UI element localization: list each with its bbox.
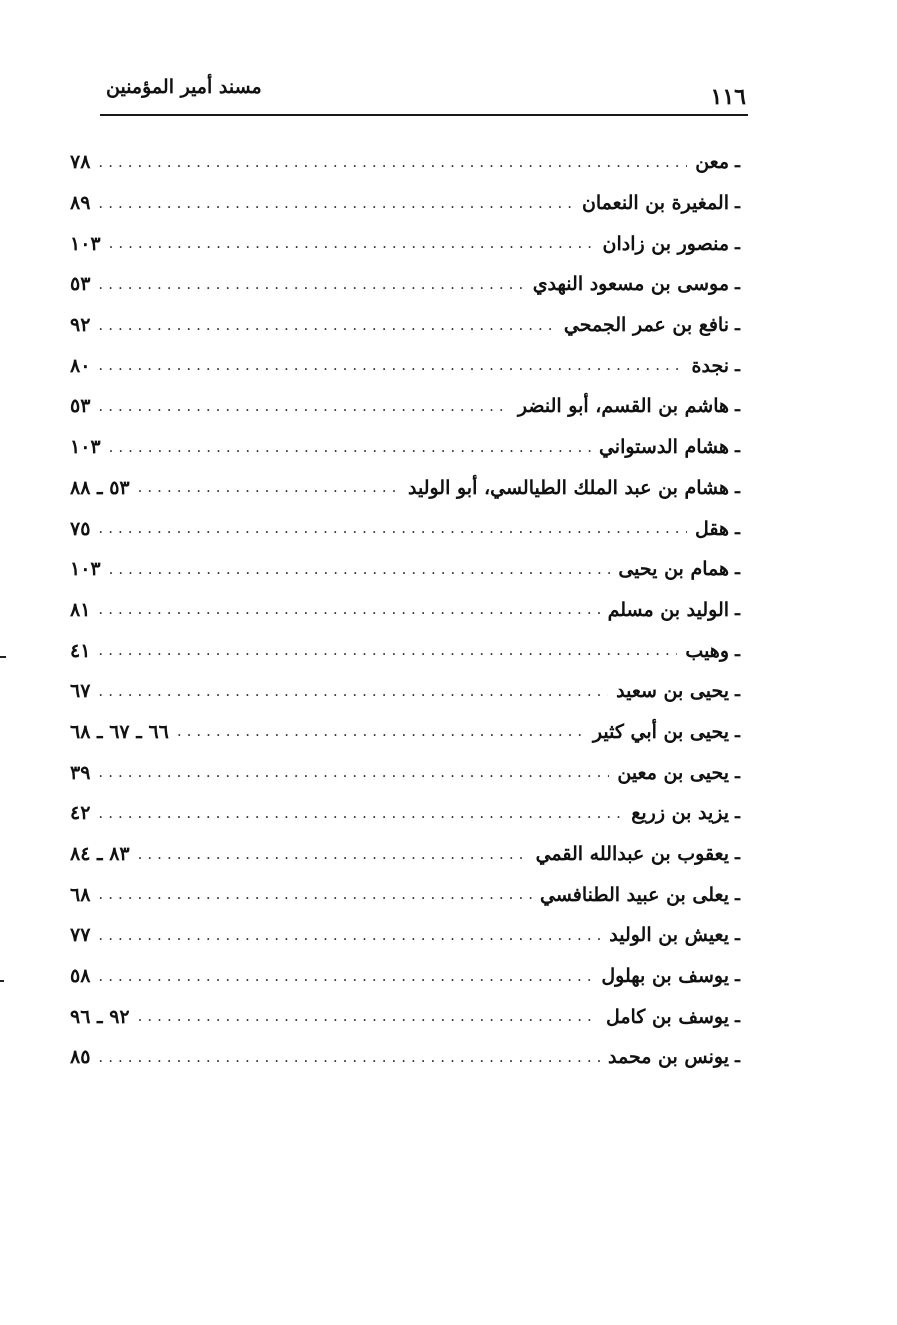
entry-page-numbers: ١٠٣ xyxy=(70,232,101,255)
book-title: مسند أمير المؤمنين xyxy=(106,76,262,98)
index-entry xyxy=(70,549,740,590)
entry-page-numbers: ٧٧ xyxy=(70,924,91,947)
entry-page-numbers: ٦٨ xyxy=(70,883,91,906)
entry-bullet-dash: ـ xyxy=(735,518,740,539)
dot-leader xyxy=(177,724,585,739)
index-entry xyxy=(70,956,740,997)
entry-name: نافع بن عمر الجمحي xyxy=(563,314,730,337)
entry-page-numbers: ٤١ xyxy=(70,639,91,662)
entry-bullet-dash: ـ xyxy=(735,274,740,295)
index-entry xyxy=(70,752,740,793)
entry-bullet-dash: ـ xyxy=(735,884,740,905)
entry-bullet-dash: ـ xyxy=(735,681,740,702)
entry-bullet-dash: ـ xyxy=(735,355,740,376)
index-entry xyxy=(70,305,740,346)
entry-bullet-dash: ـ xyxy=(735,640,740,661)
entry-bullet-dash: ـ xyxy=(735,233,740,254)
entry-bullet-dash: ـ xyxy=(735,966,740,987)
entry-bullet-dash: ـ xyxy=(735,152,740,173)
dot-leader xyxy=(98,969,593,984)
entry-name: يوسف بن بهلول xyxy=(601,965,730,988)
entry-name: المغيرة بن النعمان xyxy=(581,192,730,215)
index-entry xyxy=(70,345,740,386)
entry-name: يعيش بن الوليد xyxy=(609,924,730,947)
entry-name: معن xyxy=(695,151,730,174)
entry-name: يحيى بن معين xyxy=(617,761,730,784)
entry-bullet-dash: ـ xyxy=(735,721,740,742)
entry-page-numbers: ٦٦ ـ ٦٧ ـ ٦٨ xyxy=(70,720,169,743)
index-entry xyxy=(70,264,740,305)
entry-page-numbers: ٧٥ xyxy=(70,517,91,540)
entry-bullet-dash: ـ xyxy=(735,925,740,946)
entry-name: هاشم بن القسم، أبو النضر xyxy=(517,395,730,418)
dot-leader xyxy=(98,155,687,170)
entry-page-numbers: ٣٩ xyxy=(70,761,91,784)
dot-leader xyxy=(98,358,683,373)
entry-page-numbers: ٨٩ xyxy=(70,192,91,215)
index-entry xyxy=(70,508,740,549)
entry-bullet-dash: ـ xyxy=(735,1047,740,1068)
dot-leader xyxy=(98,643,677,658)
entry-bullet-dash: ـ xyxy=(735,599,740,620)
entry-bullet-dash: ـ xyxy=(735,193,740,214)
entry-name: همام بن يحيى xyxy=(618,558,730,581)
dot-leader xyxy=(98,765,609,780)
index-entry xyxy=(70,1037,740,1078)
entry-name: يعلى بن عبيد الطنافسي xyxy=(540,883,730,906)
index-entry xyxy=(70,793,740,834)
index-entry xyxy=(70,996,740,1037)
entry-name: وهيب xyxy=(685,639,730,662)
header-rule xyxy=(100,114,748,116)
entry-page-numbers: ٩٢ xyxy=(70,314,91,337)
entry-page-numbers: ١٠٣ xyxy=(70,436,101,459)
entry-page-numbers: ٤٢ xyxy=(70,802,91,825)
entry-page-numbers: ٩٢ ـ ٩٦ xyxy=(70,1005,130,1028)
dot-leader xyxy=(98,399,509,414)
dot-leader xyxy=(109,562,611,577)
index-entry xyxy=(70,630,740,671)
entry-bullet-dash: ـ xyxy=(735,762,740,783)
dot-leader xyxy=(98,602,599,617)
entry-name: يوسف بن كامل xyxy=(605,1005,730,1028)
dot-leader xyxy=(98,684,608,699)
entry-page-numbers: ٥٣ ـ ٨٨ xyxy=(70,476,130,499)
dot-leader xyxy=(98,521,687,536)
entry-bullet-dash: ـ xyxy=(735,477,740,498)
entry-bullet-dash: ـ xyxy=(735,1006,740,1027)
dot-leader xyxy=(98,196,574,211)
index-entry xyxy=(70,834,740,875)
entry-page-numbers: ٥٣ xyxy=(70,273,91,296)
entry-name: يونس بن محمد xyxy=(608,1046,730,1069)
entry-page-numbers: ٨٠ xyxy=(70,354,91,377)
entry-page-numbers: ٧٨ xyxy=(70,151,91,174)
index-entry xyxy=(70,386,740,427)
entry-page-numbers: ٥٨ xyxy=(70,965,91,988)
index-entry xyxy=(70,427,740,468)
dot-leader xyxy=(98,806,623,821)
entry-bullet-dash: ـ xyxy=(735,437,740,458)
dot-leader xyxy=(109,440,591,455)
dot-leader xyxy=(138,1009,598,1024)
index-list xyxy=(70,142,740,1078)
margin-mark xyxy=(0,980,4,982)
dot-leader xyxy=(98,928,601,943)
dot-leader xyxy=(98,318,556,333)
entry-name: منصور بن زادان xyxy=(602,232,730,255)
dot-leader xyxy=(98,277,524,292)
entry-bullet-dash: ـ xyxy=(735,803,740,824)
entry-page-numbers: ١٠٣ xyxy=(70,558,101,581)
index-entry xyxy=(70,671,740,712)
index-entry xyxy=(70,915,740,956)
entry-bullet-dash: ـ xyxy=(735,315,740,336)
page-number: ١١٦ xyxy=(710,84,746,110)
entry-name: هشام بن عبد الملك الطيالسي، أبو الوليد xyxy=(408,476,730,499)
entry-name: موسى بن مسعود النهدي xyxy=(532,273,730,296)
entry-name: يعقوب بن عبدالله القمي xyxy=(535,843,730,866)
entry-bullet-dash: ـ xyxy=(735,559,740,580)
entry-name: يحيى بن أبي كثير xyxy=(592,720,730,743)
margin-mark xyxy=(0,656,6,658)
entry-bullet-dash: ـ xyxy=(735,844,740,865)
dot-leader xyxy=(109,236,595,251)
entry-name: هشام الدستواني xyxy=(598,436,730,459)
index-entry xyxy=(70,712,740,753)
entry-page-numbers: ٥٣ xyxy=(70,395,91,418)
index-entry xyxy=(70,590,740,631)
entry-name: يحيى بن سعيد xyxy=(616,680,730,703)
dot-leader xyxy=(138,847,528,862)
index-entry xyxy=(70,223,740,264)
running-head xyxy=(100,72,748,112)
index-entry xyxy=(70,142,740,183)
entry-bullet-dash: ـ xyxy=(735,396,740,417)
index-entry xyxy=(70,874,740,915)
entry-page-numbers: ٨١ xyxy=(70,598,91,621)
entry-page-numbers: ٦٧ xyxy=(70,680,91,703)
dot-leader xyxy=(98,887,532,902)
entry-name: هقل xyxy=(694,517,730,540)
dot-leader xyxy=(138,480,400,495)
index-entry xyxy=(70,183,740,224)
entry-page-numbers: ٨٣ ـ ٨٤ xyxy=(70,843,130,866)
entry-page-numbers: ٨٥ xyxy=(70,1046,91,1069)
entry-name: يزيد بن زريع xyxy=(631,802,730,825)
entry-name: الوليد بن مسلم xyxy=(607,598,730,621)
index-entry xyxy=(70,468,740,509)
dot-leader xyxy=(98,1050,600,1065)
entry-name: نجدة xyxy=(691,354,730,377)
